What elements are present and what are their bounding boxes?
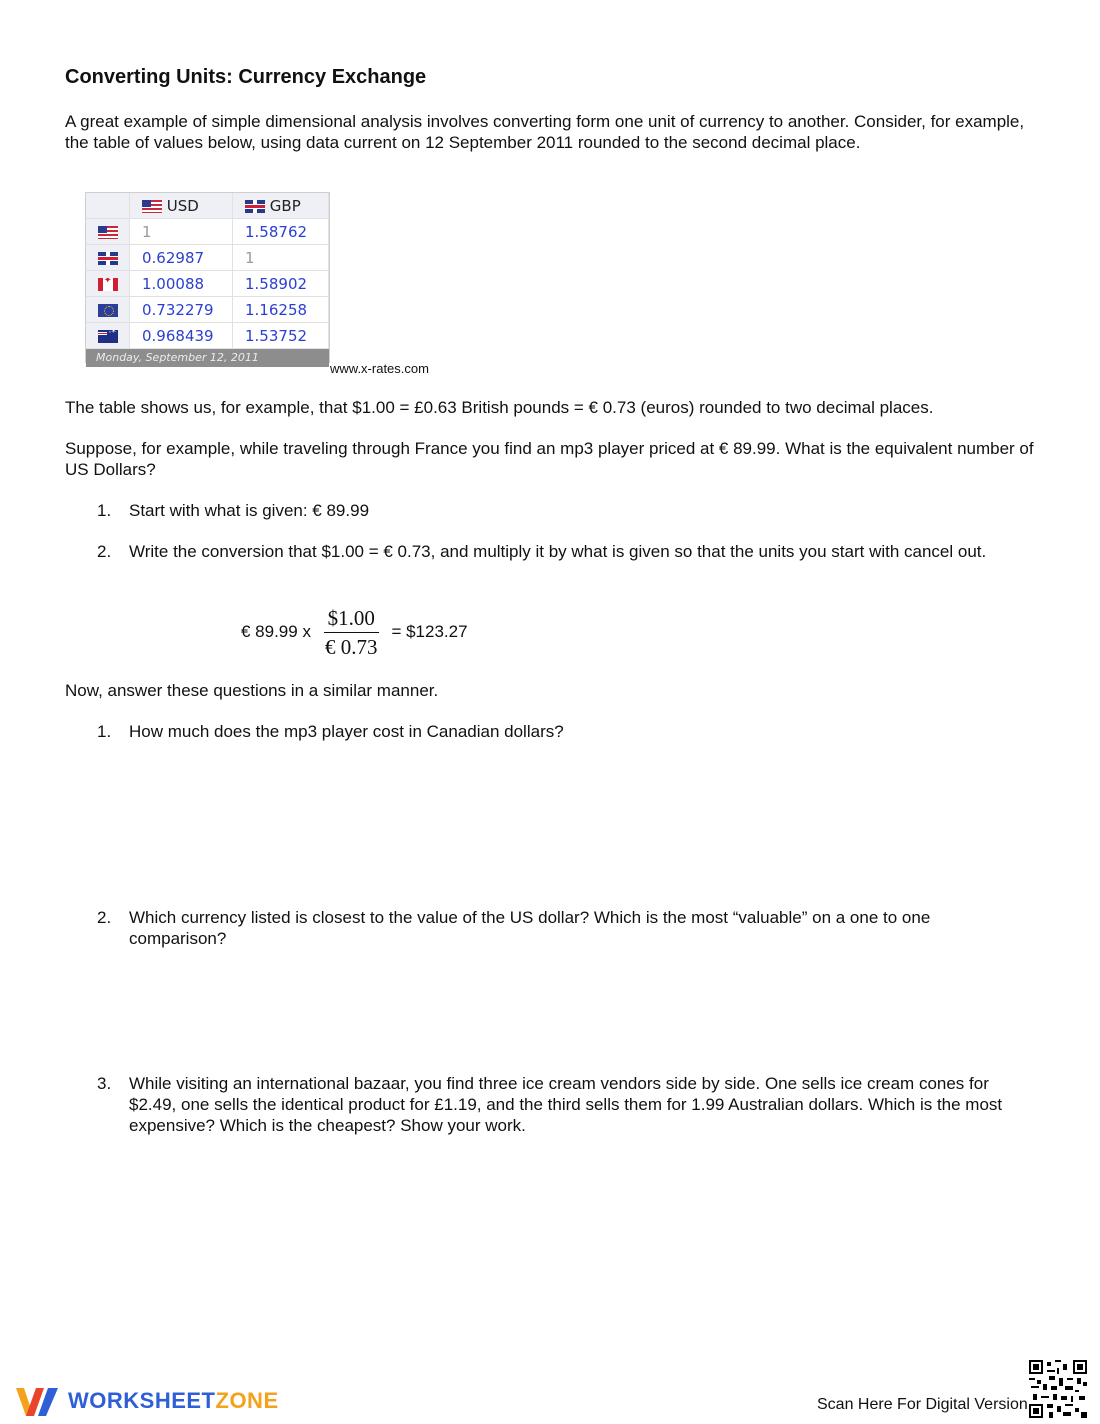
gbp-header: GBP — [269, 196, 301, 215]
conversion-fraction — [321, 606, 382, 659]
logo-w-icon — [14, 1382, 62, 1420]
question-number: 3. — [97, 1074, 112, 1093]
question-number: 2. — [97, 908, 112, 927]
australia-flag-icon — [98, 330, 118, 343]
gbp-value: 1 — [233, 245, 329, 271]
usd-value: 1.00088 — [130, 271, 233, 297]
table-explanation: The table shows us, for example, that $1.00 = £0.63 British pounds = € 0.73 (euros) rounded to two decimal places. — [65, 398, 934, 417]
usd-value: 0.62987 — [130, 245, 233, 271]
fraction-denominator: € 0.73 — [324, 634, 378, 659]
uk-flag-icon — [98, 252, 118, 265]
question-text: How much does the mp3 player cost in Canadian dollars? — [129, 722, 564, 741]
step-number: 2. — [97, 542, 112, 561]
logo-text: WORKSHEETZONE — [68, 1388, 279, 1413]
step-text: Write the conversion that $1.00 = € 0.73, and multiply it by what is given so that the units you start with cancel out. — [129, 542, 987, 561]
usd-header: USD — [166, 196, 199, 215]
intro-paragraph: A great example of simple dimensional analysis involves converting form one unit of currency to another. Consider, for example, the table of values below, using data current on 12 September 2011 rounded to the second decimal place. — [65, 112, 1025, 152]
fraction-numerator: $1.00 — [324, 606, 379, 633]
source-caption: www.x-rates.com — [330, 361, 429, 376]
step-number: 1. — [97, 501, 112, 520]
instructions: Now, answer these questions in a similar manner. — [65, 681, 439, 700]
qr-code-icon[interactable] — [1029, 1360, 1087, 1418]
usd-value: 0.968439 — [130, 323, 233, 349]
gbp-value: 1.53752 — [233, 323, 329, 349]
us-flag-icon — [98, 226, 118, 239]
step-text: Start with what is given: € 89.99 — [129, 501, 370, 520]
us-flag-icon — [142, 200, 162, 213]
equation-result: = $123.27 — [391, 622, 468, 641]
question-text: While visiting an international bazaar, you find three ice cream vendors side by side. One sells ice cream cones for $2.49, one sells the identical product for £1.19, and the third sells them for 1.99 Australian dollars. Which is the most expensive? Which is the cheapest? Show your work. — [129, 1074, 1003, 1135]
canada-flag-icon — [98, 278, 118, 291]
page-title: Converting Units: Currency Exchange — [65, 66, 427, 88]
table-row — [86, 245, 329, 271]
question-text: Which currency listed is closest to the value of the US dollar? Which is the most “valuable” on a one to one comparison? — [129, 908, 931, 948]
table-row — [86, 271, 329, 297]
worksheetzone-logo — [14, 1382, 279, 1420]
uk-flag-icon — [245, 200, 265, 213]
usd-value: 1 — [130, 219, 233, 245]
gbp-value: 1.58902 — [233, 271, 329, 297]
equation-given: € 89.99 x — [241, 622, 311, 641]
table-date-footer: Monday, September 12, 2011 — [86, 349, 329, 367]
gbp-value: 1.16258 — [233, 297, 329, 323]
usd-value: 0.732279 — [130, 297, 233, 323]
question-number: 1. — [97, 722, 112, 741]
scan-caption: Scan Here For Digital Version — [817, 1396, 1028, 1413]
exchange-rates-table — [85, 192, 330, 363]
example-problem: Suppose, for example, while traveling through France you find an mp3 player priced at € 89.99. What is the equivalent number of US Dollars? — [65, 439, 1034, 479]
eu-flag-icon — [98, 304, 118, 317]
table-row — [86, 297, 329, 323]
gbp-value: 1.58762 — [233, 219, 329, 245]
conversion-equation — [241, 606, 468, 658]
table-row — [86, 323, 329, 349]
table-row — [86, 219, 329, 245]
